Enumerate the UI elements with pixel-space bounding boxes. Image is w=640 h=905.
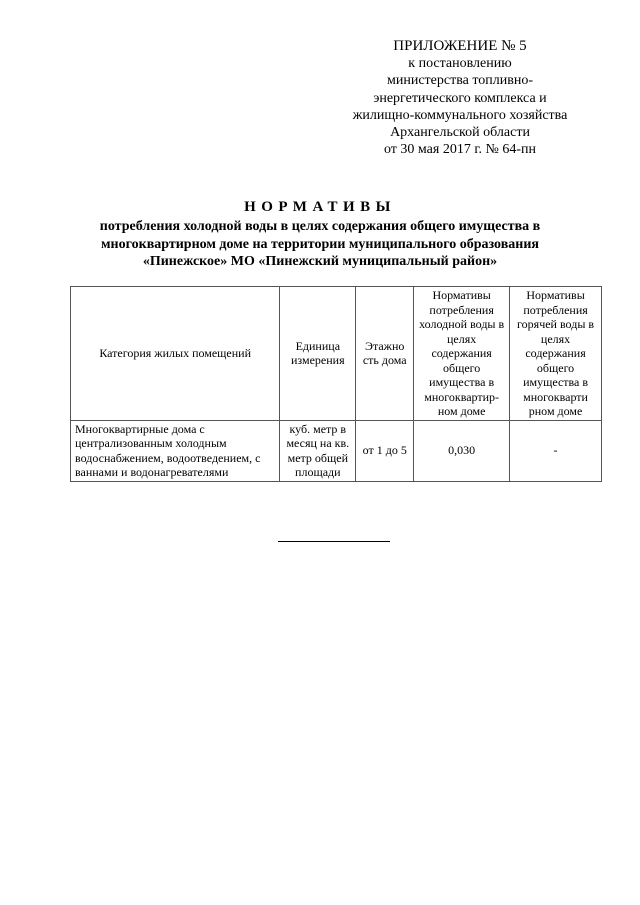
header-hot-norm: Нормативы потребления горячей воды в целях содержания общего имущества в многокварти рном доме bbox=[510, 287, 602, 421]
end-divider bbox=[278, 541, 390, 542]
attachment-line: к постановлению bbox=[408, 56, 512, 71]
attachment-header bbox=[340, 38, 580, 159]
norms-table bbox=[70, 286, 602, 482]
cell-category: Многоквартирные дома с централизованным холодным водоснабжением, водоотведением, с ваннами и водонагревателями bbox=[71, 420, 280, 481]
document-title-block bbox=[60, 198, 580, 271]
cell-cold-norm: 0,030 bbox=[414, 420, 510, 481]
document-subtitle-line: потребления холодной воды в целях содержания общего имущества в bbox=[99, 219, 541, 234]
attachment-line: жилищно-коммунального хозяйства bbox=[352, 107, 568, 123]
attachment-line: министерства топливно- bbox=[386, 73, 534, 89]
attachment-line: Архангельской области bbox=[390, 125, 530, 141]
document-subtitle-line: многоквартирном доме на территории муниципального образования bbox=[101, 236, 539, 252]
cell-unit: куб. метр в месяц на кв. метр общей площади bbox=[280, 420, 356, 481]
cell-floors: от 1 до 5 bbox=[356, 420, 414, 481]
attachment-line: энергетического комплекса и bbox=[373, 90, 547, 106]
header-category: Категория жилых помещений bbox=[71, 287, 280, 421]
header-unit: Единица измерения bbox=[280, 287, 356, 421]
document-title: НОРМАТИВЫ bbox=[244, 199, 396, 215]
cell-hot-norm: - bbox=[510, 420, 602, 481]
table-header-row bbox=[71, 287, 602, 421]
attachment-heading: ПРИЛОЖЕНИЕ № 5 bbox=[393, 38, 527, 54]
document-subtitle-line: «Пинежское» МО «Пинежский муниципальный район» bbox=[142, 254, 498, 269]
header-floors: Этажно сть дома bbox=[356, 287, 414, 421]
header-cold-norm: Нормативы потребления холодной воды в целях содержания общего имущества в многоквартир-ном доме bbox=[414, 287, 510, 421]
table-row bbox=[71, 420, 602, 481]
attachment-line: от 30 мая 2017 г. № 64-пн bbox=[383, 142, 537, 158]
